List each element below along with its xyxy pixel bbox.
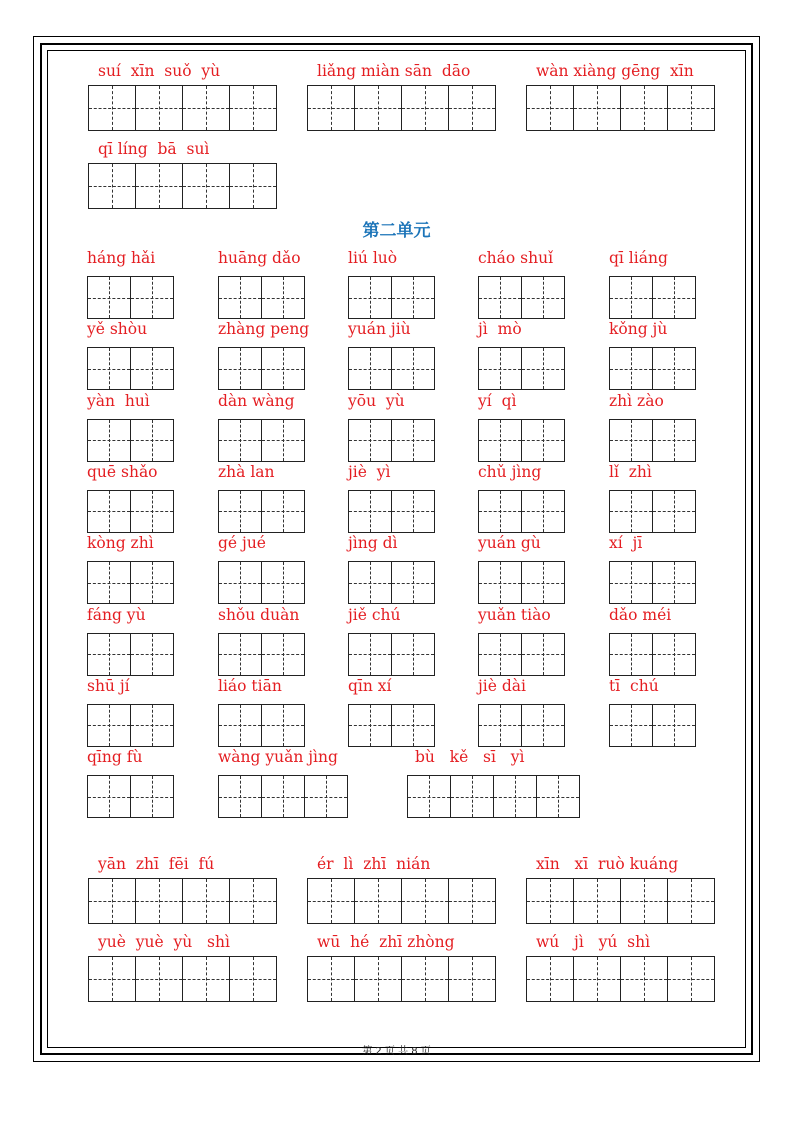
pinyin-label: wàng yuǎn jìng <box>218 748 338 766</box>
writing-grid <box>609 276 696 319</box>
writing-cell[interactable] <box>262 277 305 318</box>
writing-grid <box>87 775 174 818</box>
writing-cell[interactable] <box>653 491 696 532</box>
pinyin-label: ér lì zhī nián <box>317 855 431 873</box>
writing-cell[interactable] <box>131 776 174 817</box>
pinyin-label: qīn xí <box>348 676 392 695</box>
writing-cell[interactable] <box>349 348 392 389</box>
writing-cell[interactable] <box>349 634 392 675</box>
writing-cell[interactable] <box>349 562 392 603</box>
writing-cell[interactable] <box>479 491 522 532</box>
writing-grid <box>218 633 305 676</box>
writing-grid <box>407 775 580 818</box>
writing-cell[interactable] <box>88 705 131 746</box>
pinyin-label: xí jī <box>609 534 643 553</box>
writing-cell[interactable] <box>262 491 305 532</box>
writing-cell[interactable] <box>449 86 496 130</box>
writing-cell[interactable] <box>262 634 305 675</box>
writing-cell[interactable] <box>668 86 715 130</box>
writing-cell[interactable] <box>88 562 131 603</box>
writing-cell[interactable] <box>88 491 131 532</box>
writing-cell[interactable] <box>392 705 435 746</box>
writing-cell[interactable] <box>392 277 435 318</box>
writing-cell[interactable] <box>349 705 392 746</box>
writing-cell[interactable] <box>89 879 136 923</box>
pinyin-label: cháo shuǐ <box>478 249 554 267</box>
pinyin-label: kòng zhì <box>87 534 154 553</box>
writing-cell[interactable] <box>392 348 435 389</box>
writing-cell[interactable] <box>89 957 136 1001</box>
pinyin-label: yě shòu <box>87 320 148 339</box>
writing-cell[interactable] <box>349 420 392 461</box>
writing-cell[interactable] <box>392 420 435 461</box>
writing-cell[interactable] <box>408 776 451 817</box>
writing-cell[interactable] <box>610 634 653 675</box>
writing-cell[interactable] <box>88 277 131 318</box>
writing-grid <box>218 276 305 319</box>
writing-cell[interactable] <box>522 491 565 532</box>
writing-grid <box>218 775 348 818</box>
writing-grid <box>609 490 696 533</box>
pinyin-label: yuè yuè yù shì <box>98 933 230 951</box>
pinyin-label: qīng fù <box>87 748 143 766</box>
writing-grid <box>348 561 435 604</box>
writing-cell[interactable] <box>219 705 262 746</box>
pinyin-label: wú jì yú shì <box>536 933 651 951</box>
writing-cell[interactable] <box>183 164 230 208</box>
writing-cell[interactable] <box>402 879 449 923</box>
writing-cell[interactable] <box>136 86 183 130</box>
pinyin-label: shū jí <box>87 676 130 695</box>
writing-cell[interactable] <box>308 957 355 1001</box>
writing-cell[interactable] <box>537 776 580 817</box>
writing-cell[interactable] <box>183 86 230 130</box>
pinyin-label: liáo tiān <box>218 676 282 695</box>
writing-cell[interactable] <box>522 348 565 389</box>
pinyin-label: gé jué <box>218 534 266 553</box>
writing-cell[interactable] <box>88 634 131 675</box>
writing-cell[interactable] <box>653 634 696 675</box>
writing-grid <box>218 419 305 462</box>
writing-grid <box>87 633 174 676</box>
pinyin-label: yuán jiù <box>348 320 411 339</box>
writing-grid <box>478 347 565 390</box>
writing-grid <box>87 347 174 390</box>
writing-grid <box>526 85 715 131</box>
pinyin-label: wū hé zhī zhòng <box>317 933 455 951</box>
pinyin-label: wàn xiàng gēng xīn <box>536 62 694 80</box>
writing-cell[interactable] <box>262 420 305 461</box>
writing-cell[interactable] <box>183 957 230 1001</box>
pinyin-label: jì mò <box>478 320 522 339</box>
writing-grid <box>307 878 496 924</box>
writing-grid <box>609 347 696 390</box>
writing-grid <box>478 561 565 604</box>
pinyin-label: xīn xī ruò kuáng <box>536 855 679 873</box>
writing-cell[interactable] <box>262 776 305 817</box>
writing-grid <box>478 704 565 747</box>
writing-cell[interactable] <box>479 634 522 675</box>
pinyin-label: quē shǎo <box>87 462 158 481</box>
pinyin-label: suí xīn suǒ yù <box>98 62 221 80</box>
pinyin-label: qī liáng <box>609 249 668 267</box>
writing-cell[interactable] <box>131 348 174 389</box>
pinyin-label: dǎo méi <box>609 605 672 624</box>
writing-cell[interactable] <box>136 957 183 1001</box>
writing-grid <box>609 561 696 604</box>
writing-cell[interactable] <box>230 86 277 130</box>
writing-grid <box>478 419 565 462</box>
writing-cell[interactable] <box>305 776 348 817</box>
writing-cell[interactable] <box>451 776 494 817</box>
writing-cell[interactable] <box>131 562 174 603</box>
writing-cell[interactable] <box>653 348 696 389</box>
writing-cell[interactable] <box>136 164 183 208</box>
pinyin-label: zhà lan <box>218 462 275 481</box>
pinyin-label: jiě chú <box>348 605 401 624</box>
writing-cell[interactable] <box>522 634 565 675</box>
pinyin-label: shǒu duàn <box>218 605 300 624</box>
writing-cell[interactable] <box>349 491 392 532</box>
writing-cell[interactable] <box>131 420 174 461</box>
pinyin-label: lǐ zhì <box>609 462 652 481</box>
pinyin-label: liú luò <box>348 249 398 267</box>
writing-cell[interactable] <box>522 277 565 318</box>
writing-grid <box>88 163 277 209</box>
pinyin-label: jiè dài <box>478 676 526 695</box>
writing-cell[interactable] <box>355 86 402 130</box>
writing-cell[interactable] <box>392 491 435 532</box>
writing-cell[interactable] <box>449 879 496 923</box>
writing-cell[interactable] <box>131 277 174 318</box>
pinyin-label: yí qì <box>478 391 517 410</box>
pinyin-label: liǎng miàn sān dāo <box>317 62 471 80</box>
writing-grid <box>218 347 305 390</box>
pinyin-label: chǔ jìng <box>478 462 542 481</box>
writing-cell[interactable] <box>131 491 174 532</box>
writing-grid <box>609 704 696 747</box>
writing-cell[interactable] <box>349 277 392 318</box>
writing-grid <box>218 704 305 747</box>
writing-cell[interactable] <box>574 879 621 923</box>
pinyin-label: bù kě sī yì <box>415 748 525 766</box>
writing-cell[interactable] <box>392 634 435 675</box>
writing-cell[interactable] <box>230 957 277 1001</box>
writing-grid <box>609 419 696 462</box>
writing-grid <box>88 956 277 1002</box>
pinyin-label: huāng dǎo <box>218 249 301 267</box>
writing-cell[interactable] <box>610 348 653 389</box>
writing-grid <box>478 490 565 533</box>
pinyin-label: yān zhī fēi fú <box>98 855 215 873</box>
writing-cell[interactable] <box>574 86 621 130</box>
writing-cell[interactable] <box>262 705 305 746</box>
writing-cell[interactable] <box>668 957 715 1001</box>
writing-cell[interactable] <box>88 420 131 461</box>
writing-cell[interactable] <box>479 348 522 389</box>
writing-grid <box>87 276 174 319</box>
writing-grid <box>87 704 174 747</box>
writing-grid <box>478 276 565 319</box>
writing-cell[interactable] <box>494 776 537 817</box>
writing-cell[interactable] <box>574 957 621 1001</box>
writing-grid <box>348 704 435 747</box>
writing-cell[interactable] <box>219 491 262 532</box>
pinyin-label: yàn huì <box>87 391 150 410</box>
writing-grid <box>87 561 174 604</box>
writing-cell[interactable] <box>522 420 565 461</box>
writing-grid <box>88 878 277 924</box>
writing-grid <box>87 419 174 462</box>
pinyin-label: kǒng jù <box>609 320 668 339</box>
writing-cell[interactable] <box>479 705 522 746</box>
writing-grid <box>348 276 435 319</box>
writing-grid <box>88 85 277 131</box>
writing-cell[interactable] <box>610 277 653 318</box>
writing-cell[interactable] <box>219 562 262 603</box>
writing-cell[interactable] <box>355 957 402 1001</box>
writing-cell[interactable] <box>402 86 449 130</box>
writing-cell[interactable] <box>527 957 574 1001</box>
writing-cell[interactable] <box>308 879 355 923</box>
writing-cell[interactable] <box>610 705 653 746</box>
writing-cell[interactable] <box>89 86 136 130</box>
section-title: 第二单元 <box>362 221 431 241</box>
pinyin-label: jiè yì <box>348 462 391 481</box>
writing-grid <box>526 878 715 924</box>
writing-grid <box>218 490 305 533</box>
pinyin-label: yōu yù <box>348 391 405 410</box>
pinyin-label: fáng yù <box>87 605 146 624</box>
writing-cell[interactable] <box>88 348 131 389</box>
writing-cell[interactable] <box>610 562 653 603</box>
writing-cell[interactable] <box>522 705 565 746</box>
writing-cell[interactable] <box>527 879 574 923</box>
writing-cell[interactable] <box>621 957 668 1001</box>
pinyin-label: yuán gù <box>478 534 541 553</box>
writing-grid <box>87 490 174 533</box>
writing-cell[interactable] <box>522 562 565 603</box>
writing-cell[interactable] <box>230 164 277 208</box>
writing-cell[interactable] <box>392 562 435 603</box>
writing-cell[interactable] <box>479 562 522 603</box>
writing-cell[interactable] <box>183 879 230 923</box>
pinyin-label: dàn wàng <box>218 391 295 410</box>
writing-grid <box>348 347 435 390</box>
writing-grid <box>307 956 496 1002</box>
writing-cell[interactable] <box>219 420 262 461</box>
writing-cell[interactable] <box>219 776 262 817</box>
pinyin-label: qī líng bā suì <box>98 140 210 158</box>
pinyin-label: zhàng peng <box>218 320 310 339</box>
writing-grid <box>348 633 435 676</box>
writing-cell[interactable] <box>262 562 305 603</box>
writing-grid <box>526 956 715 1002</box>
writing-cell[interactable] <box>131 705 174 746</box>
writing-cell[interactable] <box>449 957 496 1001</box>
writing-grid <box>307 85 496 131</box>
writing-cell[interactable] <box>479 420 522 461</box>
writing-cell[interactable] <box>402 957 449 1001</box>
writing-cell[interactable] <box>653 562 696 603</box>
writing-cell[interactable] <box>262 348 305 389</box>
writing-cell[interactable] <box>653 420 696 461</box>
pinyin-label: zhì zào <box>609 391 664 410</box>
writing-grid <box>609 633 696 676</box>
writing-cell[interactable] <box>308 86 355 130</box>
writing-cell[interactable] <box>219 277 262 318</box>
writing-grid <box>348 490 435 533</box>
writing-cell[interactable] <box>136 879 183 923</box>
writing-cell[interactable] <box>88 776 131 817</box>
pinyin-label: háng hǎi <box>87 249 156 267</box>
writing-grid <box>218 561 305 604</box>
writing-cell[interactable] <box>219 348 262 389</box>
writing-cell[interactable] <box>89 164 136 208</box>
pinyin-label: yuǎn tiào <box>478 605 551 624</box>
writing-cell[interactable] <box>610 420 653 461</box>
writing-cell[interactable] <box>527 86 574 130</box>
writing-cell[interactable] <box>653 277 696 318</box>
page-footer: 第 2 页 共 8 页 <box>362 1046 431 1057</box>
writing-grid <box>478 633 565 676</box>
writing-cell[interactable] <box>131 634 174 675</box>
writing-cell[interactable] <box>230 879 277 923</box>
writing-cell[interactable] <box>621 86 668 130</box>
writing-cell[interactable] <box>621 879 668 923</box>
writing-cell[interactable] <box>219 634 262 675</box>
writing-cell[interactable] <box>479 277 522 318</box>
pinyin-label: jìng dì <box>348 534 398 553</box>
writing-grid <box>348 419 435 462</box>
writing-cell[interactable] <box>668 879 715 923</box>
writing-cell[interactable] <box>355 879 402 923</box>
writing-cell[interactable] <box>653 705 696 746</box>
pinyin-label: tī chú <box>609 676 659 695</box>
writing-cell[interactable] <box>610 491 653 532</box>
